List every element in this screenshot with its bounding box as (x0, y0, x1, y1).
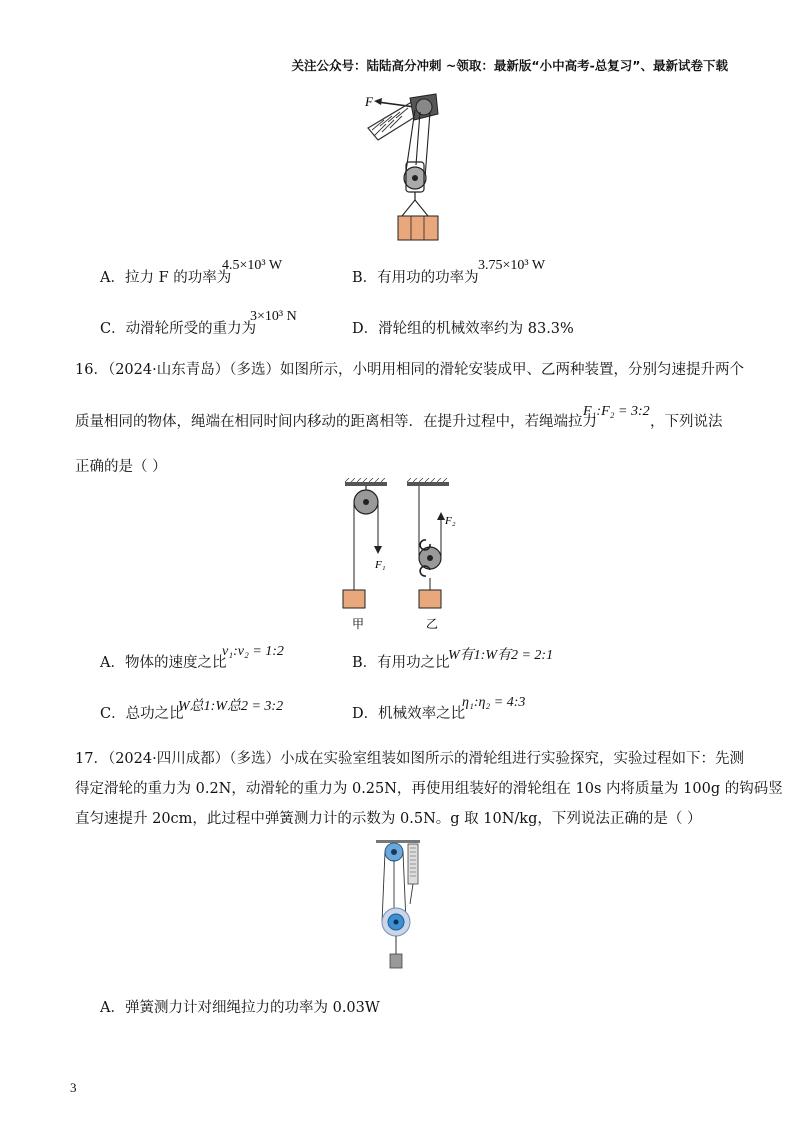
option-letter: C． (100, 321, 126, 337)
q16-stem-line1: 16．（2024·山东青岛）（多选）如图所示，小明用相同的滑轮安装成甲、乙两种装置，分别匀速提升两个 (75, 362, 744, 378)
q15-option-c (100, 322, 256, 337)
option-text: 物体的速度之比 (124, 655, 227, 671)
option-letter: A． (100, 1000, 125, 1016)
q16-label-yi: 乙 (426, 617, 439, 631)
q15-option-a-math: 4.5×10³ W (222, 258, 283, 273)
q16-stem-line3: 正确的是（ ） (75, 459, 167, 475)
option-letter: B． (352, 655, 378, 671)
option-text: 拉力 F 的功率为 (124, 270, 232, 286)
q16-f1-label: F₁ (375, 559, 386, 571)
option-text: 总功之比 (125, 706, 184, 722)
q15-option-c-math: 3×10³ N (250, 309, 297, 324)
page-number: 3 (70, 1080, 77, 1095)
option-text: 有用功之比 (377, 655, 450, 671)
q16-option-c (100, 707, 184, 722)
option-letter: A． (100, 655, 125, 671)
option-letter: B． (352, 270, 378, 286)
q16-option-b (352, 656, 450, 671)
option-text: 弹簧测力计对细绳拉力的功率为 0.03W (124, 1000, 380, 1016)
option-text: 有用功的功率为 (377, 270, 479, 286)
q17-option-a (100, 1001, 380, 1016)
q16-pulley-figure (335, 478, 465, 638)
q16-option-c-math: W总1:W总2 = 3:2 (178, 699, 284, 714)
q17-stem-line1: 17．（2024·四川成都）（多选）小成在实验室组装如图所示的滑轮组进行实验探究，实验过程如下：先测 (75, 751, 744, 767)
q15-option-d (352, 322, 574, 337)
q16-force-ratio: F₁:F₂ = 3:2 (583, 404, 650, 419)
q16-option-d-math: η₁:η₂ = 4:3 (462, 695, 526, 710)
option-letter: D． (352, 706, 379, 722)
q17-stem-line2: 得定滑轮的重力为 0.2N，动滑轮的重力为 0.25N，再使用组装好的滑轮组在 10s 内将质量为 100g 的钩码竖 (75, 781, 783, 797)
q15-crane-pulley-figure (360, 90, 460, 245)
q16-option-a-math: v₁:v₂ = 1:2 (222, 644, 284, 659)
q15-force-label: F (365, 94, 373, 109)
q15-option-a (100, 271, 231, 286)
q16-option-b-math: W有1:W有2 = 2:1 (448, 648, 554, 663)
q17-stem-line3: 直匀速提升 20cm，此过程中弹簧测力计的示数为 0.5N。g 取 10N/kg，下列说法正确的是（ ） (75, 811, 702, 827)
q16-label-jia: 甲 (352, 617, 365, 631)
q16-stem-line2: 质量相同的物体，绳端在相同时间内移动的距离相等．在提升过程中，若绳端拉力 (75, 414, 597, 430)
q16-option-a (100, 656, 226, 671)
q15-option-b-math: 3.75×10³ W (478, 258, 546, 273)
option-text: 动滑轮所受的重力为 (125, 321, 257, 337)
q16-f2-label: F₂ (445, 515, 456, 527)
q15-option-b (352, 271, 479, 286)
option-letter: A． (100, 270, 125, 286)
q16-stem-line2-end: ，下列说法 (650, 414, 723, 430)
option-letter: C． (100, 706, 126, 722)
option-letter: D． (352, 321, 379, 337)
page-header: 关注公众号：陆陆高分冲刺 ~领取：最新版“小中高考-总复习”、最新试卷下载 (291, 58, 728, 73)
option-text: 机械效率之比 (378, 706, 466, 722)
q17-pulley-spring-figure (370, 838, 430, 972)
option-text: 滑轮组的机械效率约为 83.3% (378, 321, 574, 337)
q16-option-d (352, 707, 465, 722)
